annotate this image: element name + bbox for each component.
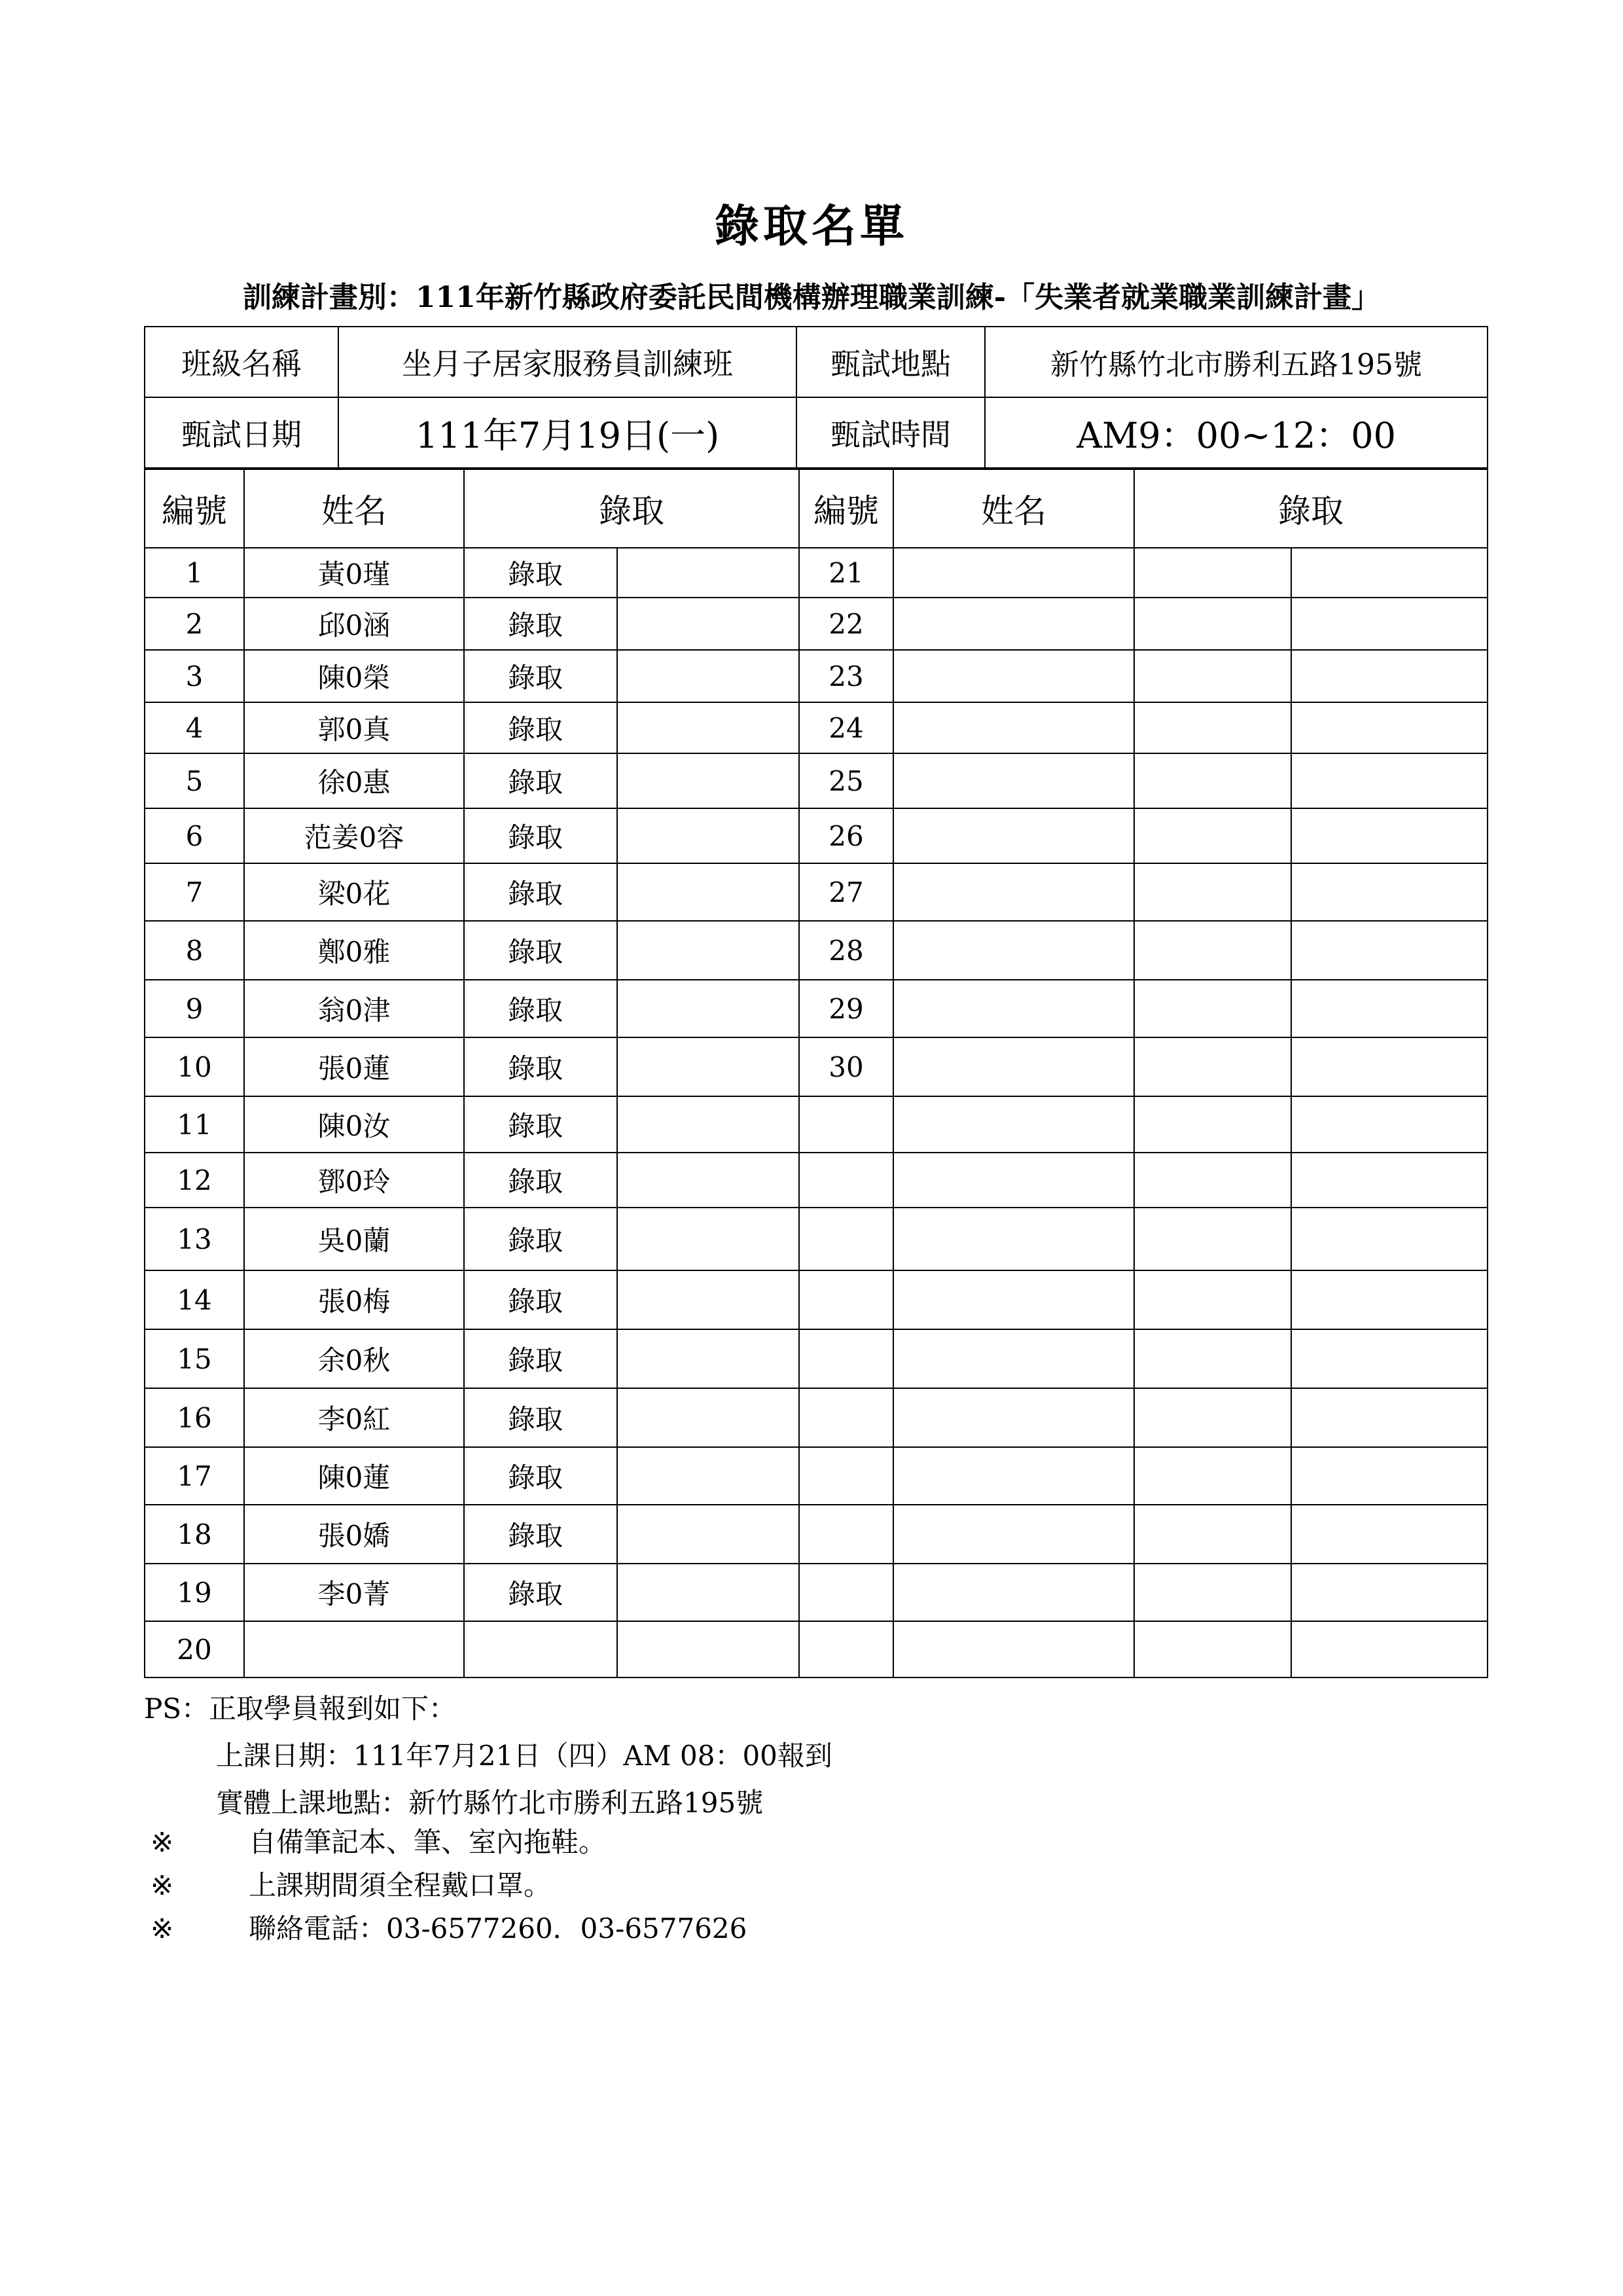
row-name: 張0嬌 [244, 1505, 464, 1564]
row-status-right [1134, 1329, 1291, 1388]
notes-item-3-text: 聯絡電話：03-6577260．03-6577626 [249, 1912, 747, 1945]
row-status: 錄取 [464, 650, 617, 702]
row-remark [617, 1564, 799, 1621]
row-number: 6 [145, 808, 244, 863]
row-status-right [1134, 1153, 1291, 1208]
row-name-right [893, 808, 1134, 863]
row-remark [617, 1388, 799, 1447]
row-number-right: 28 [799, 921, 893, 980]
header-admitted-right: 錄取 [1134, 469, 1488, 548]
row-remark-right [1291, 1621, 1488, 1677]
row-remark [617, 1037, 799, 1096]
row-name: 李0紅 [244, 1388, 464, 1447]
notes-ps: PS：正取學員報到如下： [144, 1693, 457, 1725]
row-remark-right [1291, 650, 1488, 702]
class-value: 坐月子居家服務員訓練班 [338, 327, 796, 397]
time-label: 甄試時間 [796, 397, 985, 468]
header-admitted-left: 錄取 [464, 469, 799, 548]
header-name-right: 姓名 [893, 469, 1134, 548]
row-number-right [799, 1096, 893, 1153]
table-row [145, 1564, 1488, 1621]
row-number: 4 [145, 702, 244, 753]
document-title: 錄取名單 [714, 200, 908, 253]
row-name: 張0蓮 [244, 1037, 464, 1096]
row-name: 鄭0雅 [244, 921, 464, 980]
row-number-right: 26 [799, 808, 893, 863]
row-remark-right [1291, 808, 1488, 863]
row-name-right [893, 1153, 1134, 1208]
row-number-right: 23 [799, 650, 893, 702]
row-number: 19 [145, 1564, 244, 1621]
row-name-right [893, 863, 1134, 921]
row-status: 錄取 [464, 1037, 617, 1096]
location-value: 新竹縣竹北市勝利五路195號 [985, 327, 1488, 397]
row-number: 16 [145, 1388, 244, 1447]
row-remark-right [1291, 1447, 1488, 1505]
row-number-right [799, 1270, 893, 1329]
row-name: 余0秋 [244, 1329, 464, 1388]
row-remark [617, 980, 799, 1037]
date-label: 甄試日期 [145, 397, 338, 468]
reference-mark: ※ [151, 1869, 174, 1901]
row-status: 錄取 [464, 1388, 617, 1447]
row-status-right [1134, 1621, 1291, 1677]
row-name [244, 1621, 464, 1677]
row-number: 18 [145, 1505, 244, 1564]
date-value: 111年7月19日(一) [338, 397, 796, 468]
row-name: 陳0汝 [244, 1096, 464, 1153]
notes-item-2-text: 上課期間須全程戴口罩。 [249, 1869, 552, 1901]
row-status: 錄取 [464, 1270, 617, 1329]
row-status: 錄取 [464, 1564, 617, 1621]
row-name-right [893, 1447, 1134, 1505]
table-row [145, 1037, 1488, 1096]
row-remark-right [1291, 1270, 1488, 1329]
row-number: 3 [145, 650, 244, 702]
row-status: 錄取 [464, 808, 617, 863]
row-status: 錄取 [464, 702, 617, 753]
row-status-right [1134, 921, 1291, 980]
row-number: 8 [145, 921, 244, 980]
row-remark-right [1291, 1564, 1488, 1621]
row-number: 10 [145, 1037, 244, 1096]
table-row [145, 548, 1488, 598]
row-number: 14 [145, 1270, 244, 1329]
row-status-right [1134, 1208, 1291, 1270]
row-name: 張0梅 [244, 1270, 464, 1329]
table-row [145, 1505, 1488, 1564]
row-number: 20 [145, 1621, 244, 1677]
row-number-right: 27 [799, 863, 893, 921]
row-remark [617, 1208, 799, 1270]
row-status-right [1134, 1505, 1291, 1564]
row-name: 鄧0玲 [244, 1153, 464, 1208]
row-remark [617, 921, 799, 980]
row-name-right [893, 1208, 1134, 1270]
admission-table [144, 469, 1488, 1678]
row-number: 5 [145, 753, 244, 808]
table-row [145, 921, 1488, 980]
row-status: 錄取 [464, 1153, 617, 1208]
row-remark [617, 548, 799, 598]
row-name-right [893, 1329, 1134, 1388]
row-status: 錄取 [464, 1329, 617, 1388]
header-number-left: 編號 [145, 469, 244, 548]
row-number: 15 [145, 1329, 244, 1388]
row-status: 錄取 [464, 598, 617, 650]
row-name-right [893, 921, 1134, 980]
row-number: 13 [145, 1208, 244, 1270]
table-row [145, 863, 1488, 921]
header-name-left: 姓名 [244, 469, 464, 548]
row-status-right [1134, 1388, 1291, 1447]
row-remark [617, 1621, 799, 1677]
row-remark-right [1291, 1153, 1488, 1208]
row-status-right [1134, 548, 1291, 598]
row-status: 錄取 [464, 980, 617, 1037]
row-name-right [893, 1270, 1134, 1329]
row-remark-right [1291, 1388, 1488, 1447]
row-name: 李0菁 [244, 1564, 464, 1621]
row-number-right [799, 1621, 893, 1677]
row-status: 錄取 [464, 921, 617, 980]
row-remark-right [1291, 1505, 1488, 1564]
row-status-right [1134, 980, 1291, 1037]
row-remark-right [1291, 753, 1488, 808]
row-name-right [893, 1621, 1134, 1677]
time-value: AM9：00~12：00 [985, 397, 1488, 468]
row-number: 1 [145, 548, 244, 598]
row-remark-right [1291, 863, 1488, 921]
row-name-right [893, 1037, 1134, 1096]
row-number: 12 [145, 1153, 244, 1208]
row-name: 黃0瑾 [244, 548, 464, 598]
row-number-right [799, 1564, 893, 1621]
row-status-right [1134, 1037, 1291, 1096]
row-number: 9 [145, 980, 244, 1037]
row-number-right: 25 [799, 753, 893, 808]
row-name-right [893, 548, 1134, 598]
row-number: 17 [145, 1447, 244, 1505]
table-row [145, 1621, 1488, 1677]
row-remark-right [1291, 1329, 1488, 1388]
row-remark [617, 650, 799, 702]
row-name: 梁0花 [244, 863, 464, 921]
row-remark [617, 1096, 799, 1153]
row-number-right [799, 1153, 893, 1208]
table-row [145, 980, 1488, 1037]
row-status: 錄取 [464, 1096, 617, 1153]
row-number-right: 29 [799, 980, 893, 1037]
row-name-right [893, 980, 1134, 1037]
notes-class-date: 上課日期：111年7月21日（四）AM 08：00報到 [216, 1740, 832, 1772]
row-name: 陳0蓮 [244, 1447, 464, 1505]
row-name-right [893, 753, 1134, 808]
reference-mark: ※ [151, 1826, 174, 1858]
table-row [145, 1329, 1488, 1388]
table-row [145, 1447, 1488, 1505]
info-row-class [145, 327, 1488, 397]
location-label: 甄試地點 [796, 327, 985, 397]
row-remark [617, 702, 799, 753]
row-status: 錄取 [464, 753, 617, 808]
row-status: 錄取 [464, 1447, 617, 1505]
row-number-right [799, 1388, 893, 1447]
row-name-right [893, 598, 1134, 650]
row-status-right [1134, 863, 1291, 921]
row-name: 徐0惠 [244, 753, 464, 808]
table-row [145, 1270, 1488, 1329]
notes-class-location: 實體上課地點：新竹縣竹北市勝利五路195號 [216, 1787, 764, 1819]
row-status-right [1134, 702, 1291, 753]
row-number-right [799, 1329, 893, 1388]
row-status-right [1134, 1270, 1291, 1329]
row-remark [617, 598, 799, 650]
row-number-right: 24 [799, 702, 893, 753]
row-status-right [1134, 1564, 1291, 1621]
row-remark-right [1291, 702, 1488, 753]
table-row [145, 1208, 1488, 1270]
row-number-right: 21 [799, 548, 893, 598]
row-name: 范姜0容 [244, 808, 464, 863]
row-name-right [893, 702, 1134, 753]
row-remark-right [1291, 598, 1488, 650]
row-status: 錄取 [464, 1505, 617, 1564]
notes-item-3 [151, 1907, 747, 1946]
table-row [145, 1388, 1488, 1447]
row-name: 邱0涵 [244, 598, 464, 650]
row-number-right: 30 [799, 1037, 893, 1096]
table-row [145, 1153, 1488, 1208]
row-status-right [1134, 650, 1291, 702]
row-remark [617, 1153, 799, 1208]
row-status-right [1134, 598, 1291, 650]
table-header-row [145, 469, 1488, 548]
row-remark [617, 808, 799, 863]
info-row-date [145, 397, 1488, 468]
row-number: 11 [145, 1096, 244, 1153]
row-status-right [1134, 1096, 1291, 1153]
row-name-right [893, 1505, 1134, 1564]
row-remark [617, 1447, 799, 1505]
row-number-right [799, 1208, 893, 1270]
row-name-right [893, 650, 1134, 702]
exam-info-table [144, 326, 1488, 469]
reference-mark: ※ [151, 1912, 174, 1945]
notes-item-1-text: 自備筆記本、筆、室內拖鞋。 [249, 1826, 607, 1858]
row-remark-right [1291, 1037, 1488, 1096]
table-row [145, 753, 1488, 808]
row-name: 吳0蘭 [244, 1208, 464, 1270]
table-row [145, 1096, 1488, 1153]
row-status: 錄取 [464, 863, 617, 921]
row-remark [617, 753, 799, 808]
row-name-right [893, 1096, 1134, 1153]
row-status-right [1134, 753, 1291, 808]
notes-item-1 [151, 1821, 606, 1860]
row-name: 陳0榮 [244, 650, 464, 702]
header-number-right: 編號 [799, 469, 893, 548]
class-label: 班級名稱 [145, 327, 338, 397]
row-remark-right [1291, 1208, 1488, 1270]
row-number: 7 [145, 863, 244, 921]
row-name-right [893, 1388, 1134, 1447]
table-row [145, 650, 1488, 702]
row-name-right [893, 1564, 1134, 1621]
table-row [145, 808, 1488, 863]
row-status-right [1134, 1447, 1291, 1505]
row-remark-right [1291, 548, 1488, 598]
row-number-right: 22 [799, 598, 893, 650]
row-name: 翁0津 [244, 980, 464, 1037]
row-status: 錄取 [464, 548, 617, 598]
row-remark [617, 1329, 799, 1388]
document-subtitle: 訓練計畫別：111年新竹縣政府委託民間機構辦理職業訓練-「失業者就業職業訓練計畫」 [242, 281, 1381, 314]
row-remark-right [1291, 921, 1488, 980]
table-row [145, 702, 1488, 753]
row-remark-right [1291, 1096, 1488, 1153]
row-remark [617, 863, 799, 921]
row-number: 2 [145, 598, 244, 650]
row-status-right [1134, 808, 1291, 863]
table-row [145, 598, 1488, 650]
row-number-right [799, 1447, 893, 1505]
row-status: 錄取 [464, 1208, 617, 1270]
row-number-right [799, 1505, 893, 1564]
row-remark [617, 1505, 799, 1564]
row-remark-right [1291, 980, 1488, 1037]
row-name: 郭0真 [244, 702, 464, 753]
row-remark [617, 1270, 799, 1329]
notes-item-2 [151, 1864, 551, 1903]
row-status [464, 1621, 617, 1677]
